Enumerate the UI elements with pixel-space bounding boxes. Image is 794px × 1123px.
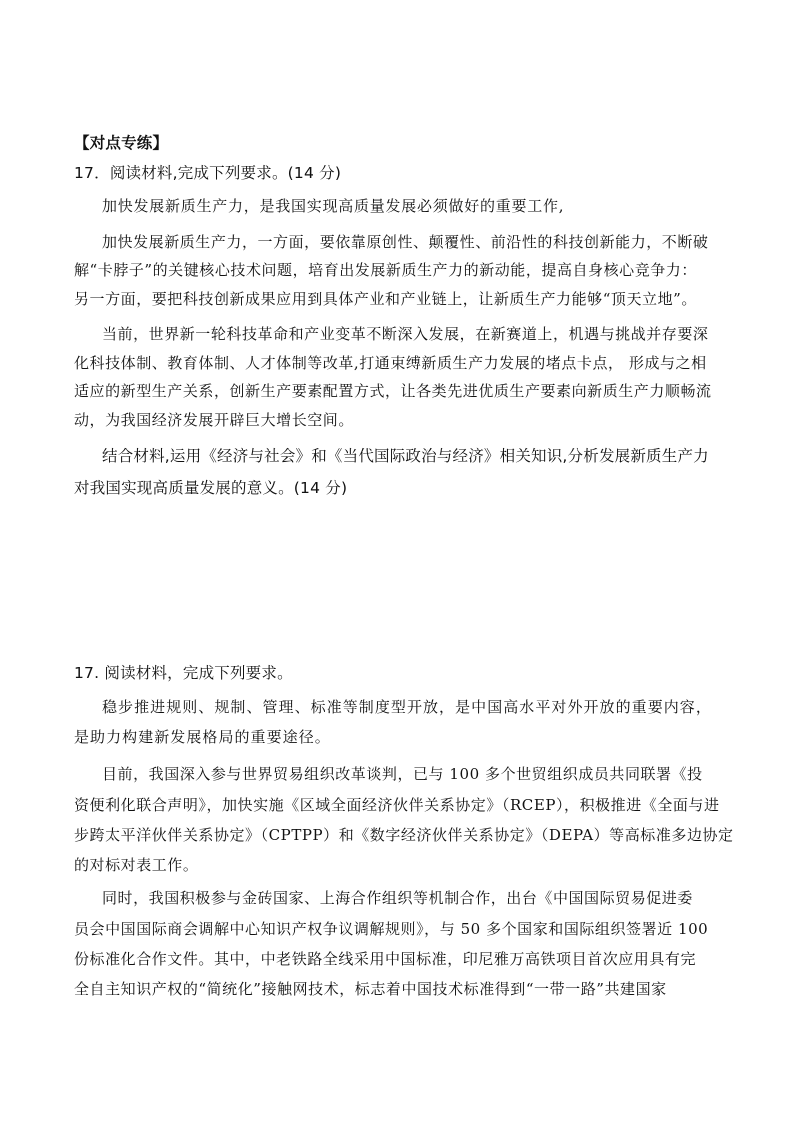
section-heading: 【对点专练】 xyxy=(74,134,169,152)
paragraph-line: 员会中国国际商会调解中心知识产权争议调解规则》，与 50 多个国家和国际组织签署近 100 xyxy=(74,920,709,938)
question-title: 17. 阅读材料，完成下列要求。 xyxy=(74,664,293,682)
paragraph-line: 适应的新型生产关系，创新生产要素配置方式，让各类先进优质生产要素向新质生产力顺畅流 xyxy=(74,382,712,400)
paragraph-line: 资便利化联合声明》，加快实施《区域全面经济伙伴关系协定》（RCEP），积极推进《全面与进 xyxy=(74,796,720,814)
paragraph-line: 加快发展新质生产力，是我国实现高质量发展必须做好的重要工作, xyxy=(102,197,565,215)
paragraph-line: 解“卡脖子”的关键核心技术问题，培育出发展新质生产力的新动能，提高自身核心竞争力： xyxy=(74,261,697,279)
paragraph-line: 步跨太平洋伙伴关系协定》（CPTPP）和《数字经济伙伴关系协定》（DEPA）等高标准多边协定 xyxy=(74,826,734,844)
paragraph-line: 另一方面，要把科技创新成果应用到具体产业和产业链上，让新质生产力能够“顶天立地”。 xyxy=(74,290,697,308)
paragraph-line: 稳步推进规则、规制、管理、标准等制度型开放，是中国高水平对外开放的重要内容， xyxy=(102,698,712,716)
paragraph-line: 加快发展新质生产力，一方面，要依靠原创性、颠覆性、前沿性的科技创新能力，不断破 xyxy=(102,233,709,251)
paragraph-line: 当前，世界新一轮科技革命和产业变革不断深入发展，在新赛道上，机遇与挑战并存要深 xyxy=(102,325,709,343)
paragraph-line: 同时，我国积极参与金砖国家、上海合作组织等机制合作，出台《中国国际贸易促进委 xyxy=(102,889,693,907)
paragraph-line: 份标准化合作文件。其中，中老铁路全线采用中国标准，印尼雅万高铁项目首次应用具有完 xyxy=(74,950,697,968)
paragraph-line: 动，为我国经济发展开辟巨大增长空间。 xyxy=(74,411,354,429)
question-title: 17．阅读材料,完成下列要求。(14 分) xyxy=(74,164,342,182)
paragraph-line: 全自主知识产权的“简统化”接触网技术，标志着中国技术标准得到“一带一路”共建国家 xyxy=(74,980,667,998)
paragraph-line: 的对标对表工作。 xyxy=(74,856,199,874)
task-line: 对我国实现高质量发展的意义。(14 分) xyxy=(74,479,348,497)
paragraph-line: 化科技体制、教育体制、人才体制等改革,打通束缚新质生产力发展的堵点卡点， 形成与之相 xyxy=(74,354,707,372)
task-line: 结合材料,运用《经济与社会》和《当代国际政治与经济》相关知识,分析发展新质生产力 xyxy=(102,447,709,465)
paragraph-line: 是助力构建新发展格局的重要途径。 xyxy=(74,728,331,746)
paragraph-line: 目前，我国深入参与世界贸易组织改革谈判，已与 100 多个世贸组织成员共同联署《投 xyxy=(102,765,703,783)
